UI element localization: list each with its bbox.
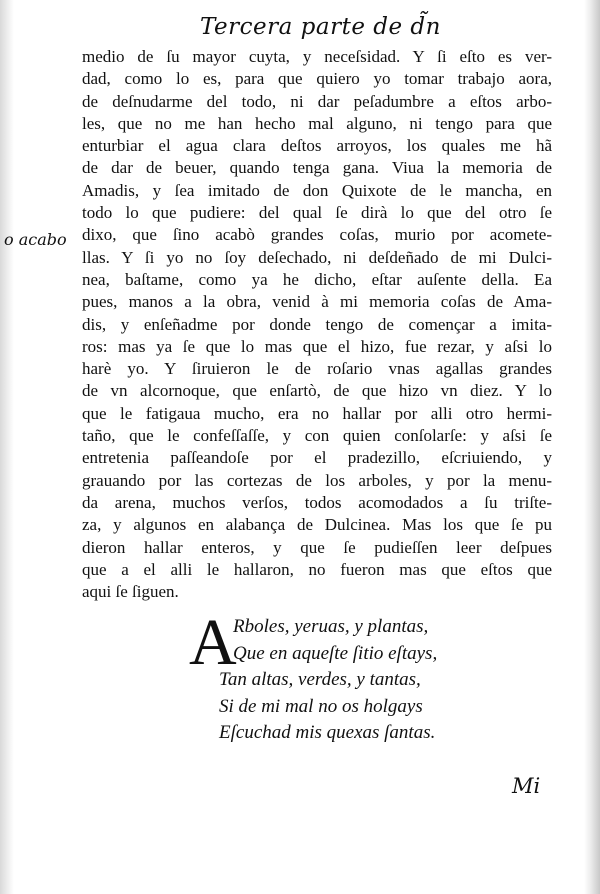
text-line: za, y algunos en alabança de Dulcinea. Mas los que ſe pu [82, 515, 552, 535]
poem-verse: Rboles, yeruas, y plantas, [233, 616, 429, 637]
drop-cap: A [189, 606, 237, 679]
text-line: ros: mas ya ſe que lo mas que el hizo, fue rezar, y aſsi lo [82, 336, 552, 356]
text-line: dis, y enſeñadme por donde tengo de començar a imita- [82, 314, 552, 334]
page-edge-shadow [584, 0, 600, 894]
text-line: dad, como lo es, para que quiero yo tomar trabajo aora, [82, 69, 552, 89]
text-line: aqui ſe ſiguen. [82, 582, 179, 602]
text-line: todo lo que pudiere: del qual ſe dirà lo que del otro ſe [82, 203, 552, 223]
poem-verse: Tan altas, verdes, y tantas, [219, 669, 421, 690]
text-line: dixo, que ſino acabò grandes coſas, murio por acomete- [82, 225, 552, 245]
text-line: harè yo. Y ſiruieron le de roſario vnas agallas grandes [82, 359, 552, 379]
text-line: que le fatigaua mucho, era no hallar por alli otro hermi- [82, 403, 552, 423]
text-line: enturbiar el agua clara deſtos arroyos, los quales me hã [82, 136, 552, 156]
margin-note: o acabo [4, 230, 67, 249]
text-line: medio de ſu mayor cuyta, y neceſsidad. Y ſi eſto es ver- [82, 47, 552, 66]
text-line: que a el alli le hallaron, no fueron mas que eſtos que [82, 559, 552, 579]
text-line: entretenia paſſeandoſe por el pradezillo, eſcriuiendo, y [82, 448, 552, 468]
poem-block [189, 606, 495, 747]
text-line: llas. Y ſi yo no ſoy deſechado, ni deſdeñado de mi Dulci- [82, 247, 552, 267]
catchword: Mi [512, 774, 541, 798]
text-line: taño, que le confeſſaſſe, y con quien conſolarſe: y aſsi ſe [82, 426, 552, 446]
prose-block [82, 46, 552, 603]
text-line: da arena, muchos verſos, todos acomodados a ſu triſte- [82, 492, 552, 512]
text-line: dieron hallar enteros, y que ſe pudieſſen leer deſpues [82, 537, 552, 557]
text-line: pues, manos a la obra, venid à mi memoria coſas de Ama- [82, 292, 552, 312]
text-line: de vn alcornoque, que enſartò, de que hizo vn diez. Y lo [82, 381, 552, 401]
text-line: de deſnudarme del todo, ni dar peſadumbre a eſtos arbo- [82, 91, 552, 111]
text-line: Amadis, y ſea imitado de don Quixote de le mancha, en [82, 180, 552, 200]
text-line: grauando por las cortezas de los arboles, y por la menu- [82, 470, 552, 490]
text-line: les, que no me han hecho mal alguno, ni tengo para que [82, 113, 552, 133]
page-gutter-shadow [0, 0, 14, 894]
poem-verse: Que en aqueſte ſitio eſtays, [233, 642, 438, 664]
poem-verse: Eſcuchad mis quexas ſantas. [219, 722, 436, 743]
text-line: de dar de beuer, quando tenga gana. Viua la memoria de [82, 158, 552, 178]
running-head: Tercera parte de d̃n [200, 14, 441, 40]
text-line: nea, baſtame, como ya he dicho, eſtar auſente della. Ea [82, 269, 552, 289]
poem-verse: Si de mi mal no os holgays [219, 695, 423, 717]
